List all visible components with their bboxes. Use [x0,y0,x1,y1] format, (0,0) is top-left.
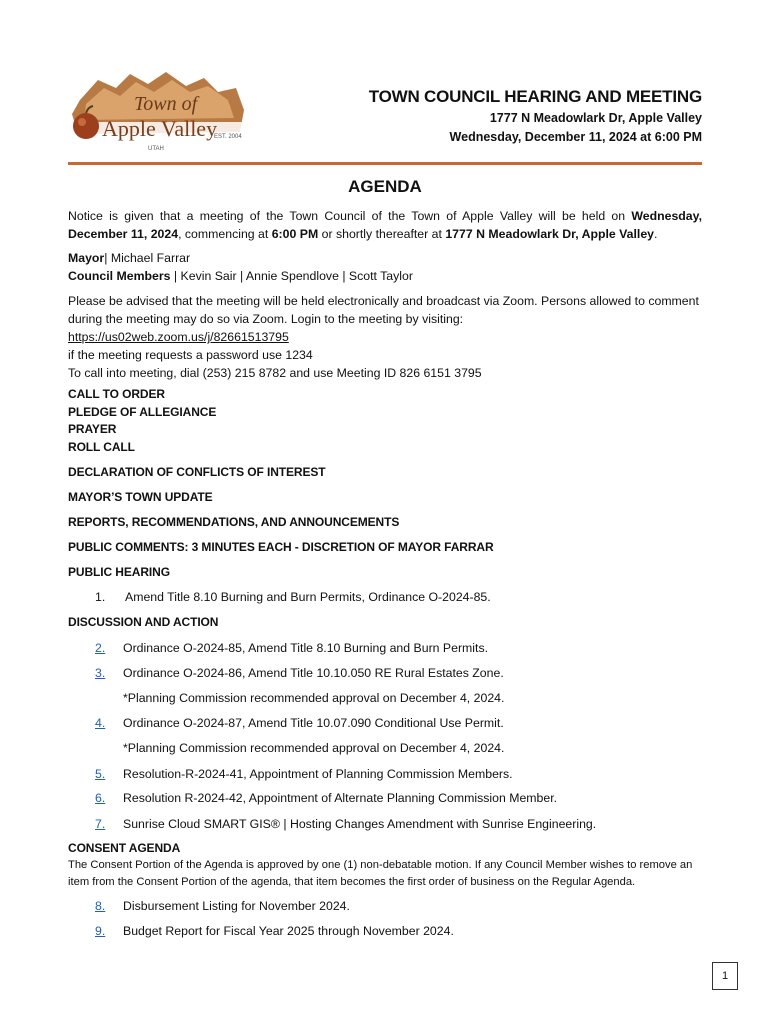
item-number: 1. [95,590,106,604]
section-public-comments: PUBLIC COMMENTS: 3 MINUTES EACH - DISCRETION OF MAYOR FARRAR [68,540,494,554]
consent-description: The Consent Portion of the Agenda is approved by one (1) non-debatable motion. If any Council Member wishes to remove an item from the Consent Portion of the agenda, that item becomes the first order of business on the Regular Agenda. [68,859,693,888]
item-link-9[interactable]: 9. [95,924,106,938]
agenda-item: Ordinance O-2024-85, Amend Title 8.10 Burning and Burn Permits. [123,641,489,655]
zoom-info [68,292,702,382]
zoom-link[interactable]: https://us02web.zoom.us/j/82661513795 [68,330,289,344]
call-to-order: CALL TO ORDER [68,387,165,401]
item-link-2[interactable]: 2. [95,641,106,655]
section-conflicts: DECLARATION OF CONFLICTS OF INTEREST [68,465,326,479]
item-link-4[interactable]: 4. [95,716,106,730]
agenda-item: Disbursement Listing for November 2024. [123,899,350,913]
logo-state: UTAH [148,146,164,152]
section-public-hearing: PUBLIC HEARING [68,565,170,579]
meeting-title: TOWN COUNCIL HEARING AND MEETING [368,87,702,106]
logo-line2: Apple Valley [102,116,218,141]
zoom-instructions: Please be advised that the meeting will be held electronically and broadcast via Zoom. Persons allowed to comment during the meeting may do so via Zoom. Login to the meeting by visiting: [68,294,699,326]
section-mayor-update: MAYOR’S TOWN UPDATE [68,490,213,504]
meeting-address: 1777 N Meadowlark Dr, Apple Valley [489,111,702,125]
agenda-item: Sunrise Cloud SMART GIS® | Hosting Changes Amendment with Sunrise Engineering. [123,817,597,831]
header-divider [68,162,702,165]
item-link-7[interactable]: 7. [95,817,106,831]
zoom-dial-in: To call into meeting, dial (253) 215 8782 and use Meeting ID 826 6151 3795 [68,366,482,380]
town-logo [68,70,244,156]
agenda-item: Amend Title 8.10 Burning and Burn Permits, Ordinance O-2024-85. [125,590,491,604]
item-link-5[interactable]: 5. [95,767,106,781]
meeting-notice [68,207,702,243]
pledge-of-allegiance: PLEDGE OF ALLEGIANCE [68,405,217,419]
item-link-6[interactable]: 6. [95,791,106,805]
agenda-item: Resolution-R-2024-41, Appointment of Planning Commission Members. [123,767,513,781]
council-line [68,267,702,285]
agenda-item: Ordinance O-2024-86, Amend Title 10.10.050 RE Rural Estates Zone. [123,666,504,680]
item-note: *Planning Commission recommended approval on December 4, 2024. [123,741,505,755]
notice-text: Notice is given that a meeting of the Town Council of the Town of Apple Valley will be held on [68,209,632,223]
notice-location: 1777 N Meadowlark Dr, Apple Valley [445,227,655,241]
item-link-8[interactable]: 8. [95,899,106,913]
agenda-item: Resolution R-2024-42, Appointment of Alternate Planning Commission Member. [123,791,558,805]
officials-block [68,249,702,285]
notice-text: . [654,227,658,241]
roll-call: ROLL CALL [68,440,135,454]
agenda-item: Budget Report for Fiscal Year 2025 through November 2024. [123,924,454,938]
mayor-label: Mayor [68,251,105,265]
notice-time: 6:00 PM [271,227,319,241]
agenda-heading: AGENDA [348,177,422,196]
logo-est: EST. 2004 [214,134,242,140]
logo-line1: Town of [134,93,198,115]
council-names: | Kevin Sair | Annie Spendlove | Scott Taylor [170,269,413,283]
item-link-3[interactable]: 3. [95,666,106,680]
agenda-item: Ordinance O-2024-87, Amend Title 10.07.090 Conditional Use Permit. [123,716,504,730]
section-discussion: DISCUSSION AND ACTION [68,615,219,629]
notice-text: or shortly thereafter at [318,227,446,241]
notice-text: , commencing at [178,227,272,241]
council-label: Council Members [68,269,171,283]
mayor-line [68,249,702,267]
page-number: 1 [712,962,738,990]
section-reports: REPORTS, RECOMMENDATIONS, AND ANNOUNCEMENTS [68,515,400,529]
prayer: PRAYER [68,422,117,436]
zoom-password: if the meeting requests a password use 1234 [68,348,313,362]
notice-date: Wednesday, December 11, 2024 [68,209,702,241]
item-note: *Planning Commission recommended approval on December 4, 2024. [123,691,505,705]
section-consent: CONSENT AGENDA [68,841,181,855]
mayor-name: | Michael Farrar [104,251,191,265]
meeting-datetime: Wednesday, December 11, 2024 at 6:00 PM [449,130,702,144]
